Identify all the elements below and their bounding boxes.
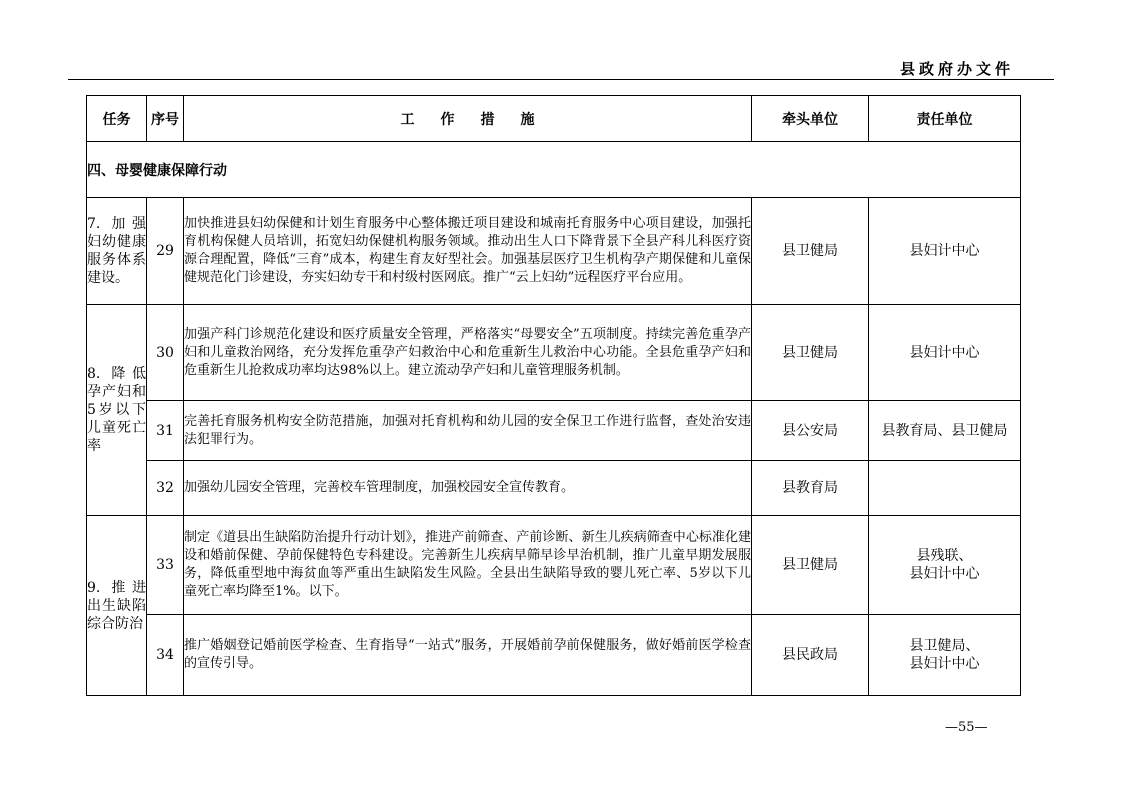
lead-unit: 县卫健局 xyxy=(752,305,869,401)
item-measure: 推广婚姻登记婚前医学检查、生育指导“一站式”服务，开展婚前孕前保健服务，做好婚前医学检查的宣传引导。 xyxy=(184,615,752,696)
lead-unit: 县民政局 xyxy=(752,615,869,696)
item-measure: 制定《道县出生缺陷防治提升行动计划》，推进产前筛查、产前诊断、新生儿疾病筛查中心标准化建设和婚前保健、孕前保健特色专科建设。完善新生儿疾病早筛早诊早治机制，推广儿童早期发展服务，降低重型地中海贫血等严重出生缺陷发生风险。全县出生缺陷导致的婴儿死亡率、5岁以下儿童死亡率均降至1%。以下。 xyxy=(184,516,752,615)
responsible-unit xyxy=(869,516,1021,615)
responsible-unit xyxy=(869,615,1021,696)
responsible-unit xyxy=(869,401,1021,461)
responsible-unit-line: 县妇计中心 xyxy=(909,566,980,582)
responsible-unit-line: 县卫健局、 xyxy=(909,638,980,654)
task-name: 8. 降低孕产妇和5岁以下儿童死亡率 xyxy=(87,305,147,516)
section-row xyxy=(87,142,1021,198)
item-seq: 31 xyxy=(147,401,184,461)
responsible-unit-line: 县妇计中心 xyxy=(909,243,980,259)
page-number: —55— xyxy=(945,720,988,735)
item-measure: 加快推进县妇幼保健和计划生育服务中心整体搬迁项目建设和城南托育服务中心项目建设，加强托育机构保健人员培训，拓宽妇幼保健机构服务领域。推动出生人口下降背景下全县产科儿科医疗资源合理配置，降低“三育”成本，构建生育友好型社会。加强基层医疗卫生机构孕产期保健和儿童保健规范化门诊建设，夯实妇幼专干和村级村医网底。推广“云上妇幼”远程医疗平台应用。 xyxy=(184,198,752,305)
responsible-unit-line: 县教育局、县卫健局 xyxy=(881,422,1008,439)
lead-unit: 县教育局 xyxy=(752,461,869,516)
column-header-measures: 工作措施 xyxy=(184,96,752,142)
responsible-unit xyxy=(869,198,1021,305)
header-divider xyxy=(68,79,1054,80)
item-seq: 29 xyxy=(147,198,184,305)
lead-unit: 县卫健局 xyxy=(752,198,869,305)
table-row xyxy=(87,305,1021,401)
table-row xyxy=(87,615,1021,696)
task-name: 9. 推进出生缺陷综合防治 xyxy=(87,516,147,696)
measures-table xyxy=(86,95,1021,696)
responsible-unit xyxy=(869,461,1021,516)
table-header-row xyxy=(87,96,1021,142)
table-row xyxy=(87,401,1021,461)
responsible-unit-line: 县妇计中心 xyxy=(909,656,980,672)
responsible-unit-line: 县残联、 xyxy=(916,548,973,564)
table-row xyxy=(87,461,1021,516)
task-name: 7. 加强妇幼健康服务体系建设。 xyxy=(87,198,147,305)
item-seq: 33 xyxy=(147,516,184,615)
table-row xyxy=(87,516,1021,615)
item-measure: 完善托育服务机构安全防范措施，加强对托育机构和幼儿园的安全保卫工作进行监督，查处治安违法犯罪行为。 xyxy=(184,401,752,461)
responsible-unit-line: 县妇计中心 xyxy=(909,344,980,361)
item-measure: 加强幼儿园安全管理，完善校车管理制度，加强校园安全宣传教育。 xyxy=(184,461,752,516)
column-header-task: 任务 xyxy=(87,96,147,142)
lead-unit: 县公安局 xyxy=(752,401,869,461)
table-row xyxy=(87,198,1021,305)
column-header-responsible: 责任单位 xyxy=(869,96,1021,142)
item-seq: 34 xyxy=(147,615,184,696)
item-seq: 30 xyxy=(147,305,184,401)
column-header-lead: 牵头单位 xyxy=(752,96,869,142)
item-seq: 32 xyxy=(147,461,184,516)
item-measure: 加强产科门诊规范化建设和医疗质量安全管理，严格落实“母婴安全”五项制度。持续完善危重孕产妇和儿童救治网络，充分发挥危重孕产妇救治中心和危重新生儿救治中心功能。全县危重孕产妇和危重新生儿抢救成功率均达98%以上。建立流动孕产妇和儿童管理服务机制。 xyxy=(184,305,752,401)
column-header-seq: 序号 xyxy=(147,96,184,142)
document-header-title: 县政府办文件 xyxy=(900,60,1015,78)
lead-unit: 县卫健局 xyxy=(752,516,869,615)
section-title: 四、母婴健康保障行动 xyxy=(87,142,1021,198)
responsible-unit xyxy=(869,305,1021,401)
